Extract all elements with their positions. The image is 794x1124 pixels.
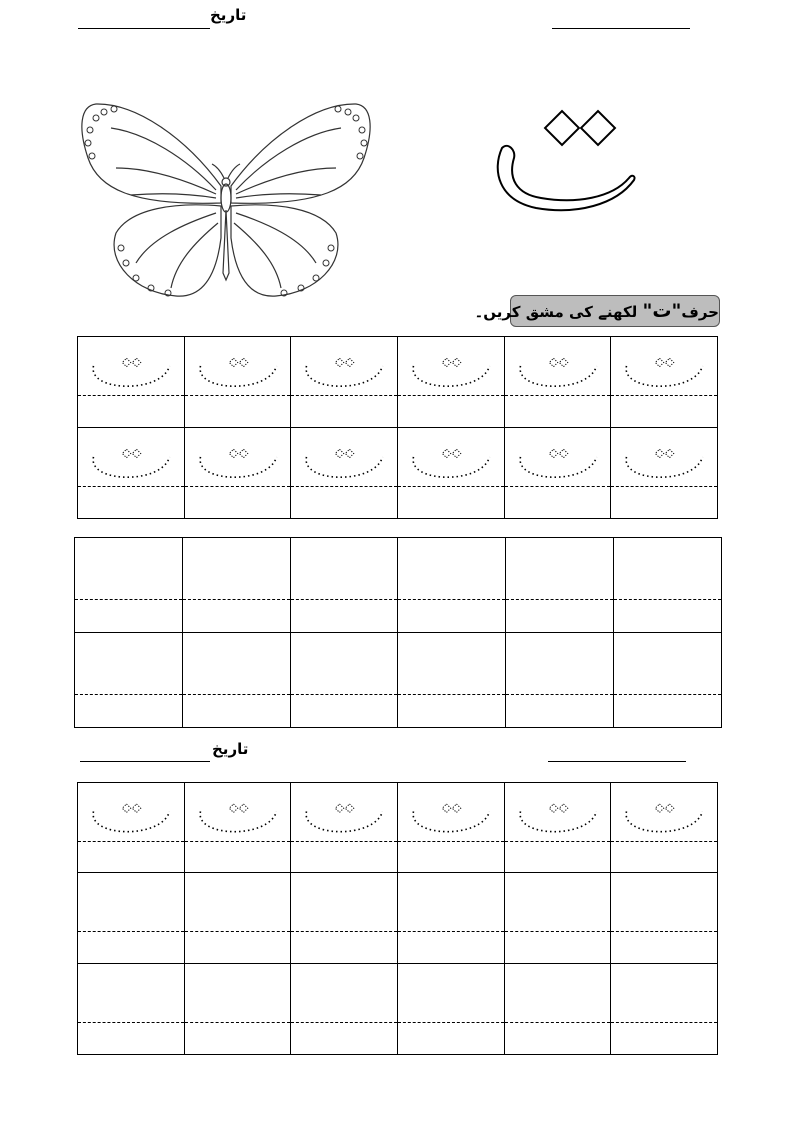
write-cell[interactable] (504, 873, 611, 964)
baseline-dash (505, 931, 611, 932)
dotted-letter-dot (336, 449, 344, 457)
dotted-letter-body (93, 811, 169, 831)
dotted-letter-dot (656, 804, 664, 812)
baseline-dash (291, 1022, 397, 1023)
write-cell[interactable] (611, 873, 718, 964)
dotted-letter-guide (185, 337, 292, 428)
date-line-top[interactable] (78, 10, 210, 29)
dotted-letter-dot (229, 804, 237, 812)
write-cell[interactable] (182, 633, 290, 728)
dotted-letter-guide (611, 337, 718, 428)
dotted-letter-body (520, 457, 596, 477)
dotted-letter-body (93, 366, 169, 386)
write-cell[interactable] (75, 633, 183, 728)
dotted-letter-guide (291, 428, 398, 519)
trace-cell[interactable] (504, 783, 611, 873)
trace-cell[interactable] (611, 337, 718, 428)
dotted-letter-body (413, 366, 489, 386)
write-cell[interactable] (614, 538, 722, 633)
baseline-dash (78, 1022, 184, 1023)
dotted-letter-dot (452, 804, 460, 812)
baseline-dash (398, 1022, 504, 1023)
baseline-dash (78, 931, 184, 932)
trace-section-1 (77, 336, 718, 519)
trace-cell[interactable] (397, 428, 504, 519)
dotted-letter-dot (132, 449, 140, 457)
write-cell[interactable] (291, 964, 398, 1055)
baseline-dash (185, 931, 291, 932)
dotted-letter-dot (666, 449, 674, 457)
dotted-letter-guide (78, 428, 185, 519)
baseline-dash (611, 1022, 717, 1023)
write-cell[interactable] (397, 873, 504, 964)
dotted-letter-dot (239, 358, 247, 366)
trace-cell[interactable] (291, 337, 398, 428)
instruction-banner (474, 295, 720, 327)
date-line-bottom[interactable] (80, 743, 210, 762)
dotted-letter-dot (122, 358, 130, 366)
dotted-letter-dot (559, 449, 567, 457)
name-line-bottom[interactable] (548, 743, 686, 762)
dotted-letter-body (413, 457, 489, 477)
dotted-letter-guide (398, 428, 505, 519)
dotted-letter-dot (239, 449, 247, 457)
trace-cell[interactable] (184, 783, 291, 873)
baseline-dash (291, 599, 398, 600)
write-cell[interactable] (182, 538, 290, 633)
dotted-letter-guide (505, 337, 612, 428)
baseline-dash (506, 694, 613, 695)
dotted-letter-dot (122, 804, 130, 812)
dotted-letter-dot (346, 449, 354, 457)
dotted-letter-guide (185, 783, 292, 873)
baseline-dash (614, 694, 721, 695)
dotted-letter-guide (398, 337, 505, 428)
dotted-letter-dot (442, 804, 450, 812)
baseline-dash (611, 931, 717, 932)
dotted-letter-guide (78, 783, 185, 873)
dotted-letter-guide (291, 337, 398, 428)
write-cell[interactable] (291, 873, 398, 964)
dotted-letter-guide (291, 783, 398, 873)
baseline-dash (614, 599, 721, 600)
dotted-letter-dot (549, 358, 557, 366)
write-cell[interactable] (506, 633, 614, 728)
dotted-letter-guide (611, 783, 718, 873)
write-cell[interactable] (398, 633, 506, 728)
baseline-dash (185, 1022, 291, 1023)
write-cell[interactable] (78, 873, 185, 964)
write-cell[interactable] (506, 538, 614, 633)
name-line-top[interactable] (552, 10, 690, 29)
dotted-letter-dot (229, 449, 237, 457)
dotted-letter-guide (78, 337, 185, 428)
dotted-letter-body (306, 457, 382, 477)
dotted-letter-dot (549, 449, 557, 457)
dotted-letter-body (306, 366, 382, 386)
dotted-letter-body (626, 366, 702, 386)
dotted-letter-dot (336, 804, 344, 812)
trace-cell[interactable] (78, 783, 185, 873)
dotted-letter-dot (656, 449, 664, 457)
dotted-letter-dot (452, 449, 460, 457)
dotted-letter-body (626, 811, 702, 831)
baseline-dash (505, 1022, 611, 1023)
dotted-letter-dot (229, 358, 237, 366)
dotted-letter-body (306, 811, 382, 831)
instruction-suffix: لکھنے کی مشق کریں۔ (474, 303, 638, 321)
trace-cell[interactable] (291, 428, 398, 519)
date-label-top: تاریخ (210, 6, 247, 24)
write-cell[interactable] (184, 964, 291, 1055)
dotted-letter-guide (611, 428, 718, 519)
baseline-dash (183, 694, 290, 695)
dotted-letter-dot (442, 358, 450, 366)
instruction-letter: "ت" (642, 300, 682, 322)
write-cell[interactable] (611, 964, 718, 1055)
dotted-letter-dot (346, 358, 354, 366)
trace-cell[interactable] (78, 337, 185, 428)
date-label-bottom: تاریخ (212, 740, 249, 758)
dotted-letter-body (413, 811, 489, 831)
trace-cell[interactable] (397, 783, 504, 873)
dotted-letter-body (520, 366, 596, 386)
trace-cell[interactable] (504, 337, 611, 428)
dotted-letter-dot (656, 358, 664, 366)
baseline-dash (291, 931, 397, 932)
trace-cell[interactable] (611, 783, 718, 873)
dotted-letter-body (626, 457, 702, 477)
write-cell[interactable] (75, 538, 183, 633)
dotted-letter-dot (549, 804, 557, 812)
letter-te-outline (486, 100, 646, 220)
dotted-letter-body (520, 811, 596, 831)
baseline-dash (506, 599, 613, 600)
dotted-letter-dot (452, 358, 460, 366)
baseline-dash (183, 599, 290, 600)
dotted-letter-dot (442, 449, 450, 457)
large-letter-outline (486, 100, 646, 220)
dotted-letter-guide (185, 428, 292, 519)
trace-section-2 (77, 782, 718, 873)
trace-cell[interactable] (78, 428, 185, 519)
baseline-dash (291, 694, 398, 695)
dotted-letter-guide (505, 428, 612, 519)
dotted-letter-guide (505, 783, 612, 873)
write-cell[interactable] (78, 964, 185, 1055)
baseline-dash (398, 931, 504, 932)
write-cell[interactable] (397, 964, 504, 1055)
dotted-letter-dot (666, 804, 674, 812)
trace-cell[interactable] (504, 428, 611, 519)
write-cell[interactable] (290, 633, 398, 728)
write-cell[interactable] (614, 633, 722, 728)
trace-cell[interactable] (397, 337, 504, 428)
trace-cell[interactable] (184, 428, 291, 519)
dotted-letter-body (200, 811, 276, 831)
trace-cell[interactable] (291, 783, 398, 873)
dotted-letter-dot (336, 358, 344, 366)
dotted-letter-dot (559, 358, 567, 366)
dotted-letter-dot (132, 804, 140, 812)
dotted-letter-body (93, 457, 169, 477)
baseline-dash (398, 694, 505, 695)
dotted-letter-guide (398, 783, 505, 873)
butterfly-illustration (76, 98, 376, 308)
write-cell[interactable] (184, 873, 291, 964)
dotted-letter-body (200, 366, 276, 386)
write-cell[interactable] (290, 538, 398, 633)
baseline-dash (398, 599, 505, 600)
write-cell[interactable] (398, 538, 506, 633)
dotted-letter-dot (132, 358, 140, 366)
instruction-prefix: حرف (681, 303, 719, 321)
write-cell[interactable] (504, 964, 611, 1055)
dotted-letter-dot (666, 358, 674, 366)
dotted-letter-dot (122, 449, 130, 457)
write-section-2 (77, 872, 718, 1055)
dotted-letter-dot (239, 804, 247, 812)
dotted-letter-dot (346, 804, 354, 812)
dotted-letter-body (200, 457, 276, 477)
baseline-dash (75, 694, 182, 695)
write-section-1 (74, 537, 722, 728)
trace-cell[interactable] (184, 337, 291, 428)
baseline-dash (75, 599, 182, 600)
trace-cell[interactable] (611, 428, 718, 519)
dotted-letter-dot (559, 804, 567, 812)
